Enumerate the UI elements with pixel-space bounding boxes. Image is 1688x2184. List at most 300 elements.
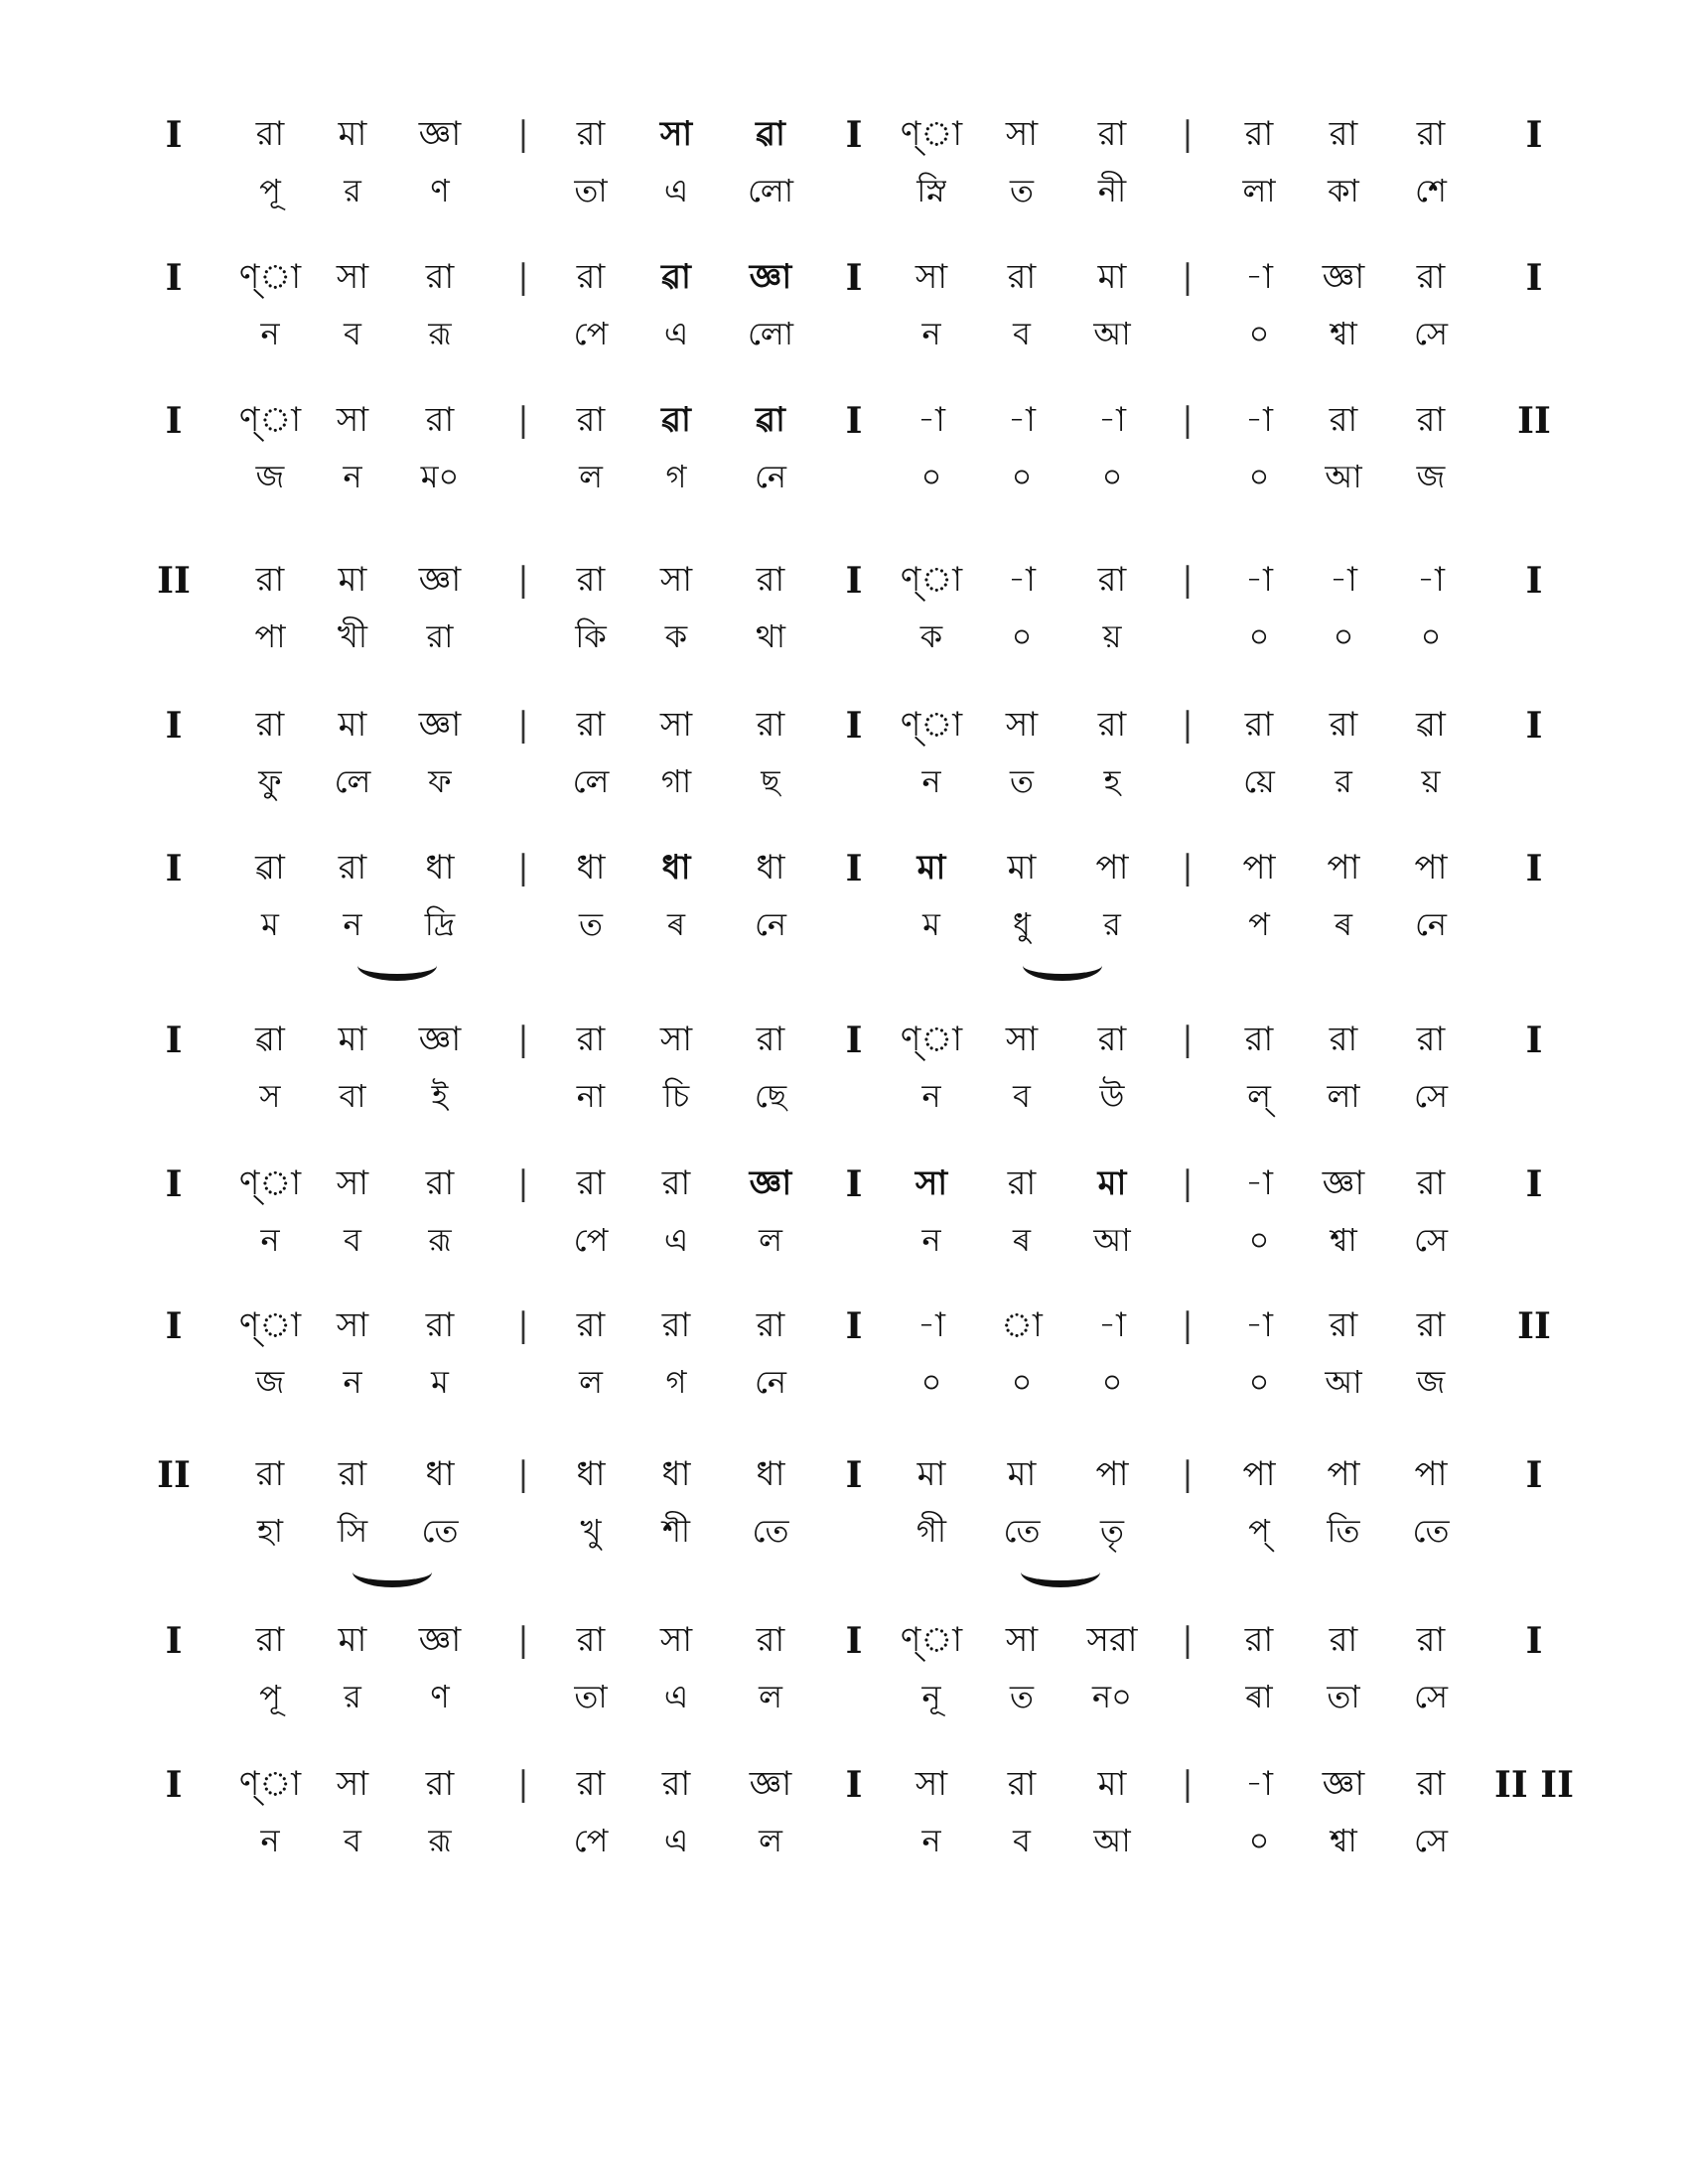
lyric-syllable: ৰা [1245,1678,1273,1715]
swara-note: ৱা [756,114,785,154]
swara-note: জ্ঞা [749,1764,792,1804]
lyric-syllable: পা [254,617,286,655]
lyric-syllable: জ [255,1363,285,1401]
section-barline: I [845,1620,863,1662]
lyric-syllable: ম০ [420,458,460,495]
swara-note: রা [1097,705,1127,745]
lyric-syllable: নূ [921,1678,941,1715]
lyric-syllable: র [1103,905,1121,943]
lyric-syllable: রূ [428,315,452,352]
section-barline: I [845,114,863,156]
section-barline: II II [1494,1764,1574,1806]
lyric-syllable: লা [1242,172,1276,209]
lyric-syllable: ন [260,315,280,352]
slur-mark [1023,950,1102,981]
swara-note: রা [1416,400,1446,440]
lyric-syllable: ব [344,315,361,352]
swara-note: রা [425,1305,455,1345]
lyric-syllable: জ [1416,1363,1446,1401]
lyric-syllable: ল [759,1221,782,1259]
beat-barline: | [1182,400,1194,440]
swara-note: রা [661,1305,691,1345]
lyric-syllable: তে [1003,1512,1041,1550]
lyric-syllable: ৰ [1334,905,1353,943]
swara-note: রা [576,1020,606,1059]
lyric-syllable: য়ে [1243,762,1275,800]
lyric-syllable: ত [1009,1678,1034,1715]
swara-note: রা [576,560,606,600]
section-barline: I [165,1764,183,1806]
section-barline: I [165,1163,183,1205]
lyric-syllable: লে [334,762,371,800]
swara-note: রা [1007,257,1037,297]
lyric-syllable: খী [337,617,368,655]
section-barline: I [165,705,183,747]
lyric-syllable: পে [573,315,609,352]
lyric-syllable: তি [1327,1512,1360,1550]
lyric-syllable: লা [1327,1077,1360,1115]
swara-note: মা [916,848,946,887]
swara-note: ণ্া [900,705,963,745]
section-barline: I [1525,1163,1543,1205]
lyric-syllable: প [1248,905,1270,943]
lyric-syllable: ধু [1013,905,1031,943]
swara-note: রা [1244,114,1274,154]
lyric-syllable: ফু [258,762,282,800]
lyric-syllable: ০ [1011,1363,1033,1401]
swara-note: সা [336,1163,369,1203]
swara-note: রা [576,705,606,745]
swara-note: রা [1244,1020,1274,1059]
lyric-syllable: ৰ [666,905,686,943]
notation-line [0,400,1688,532]
swara-note: রা [1329,114,1358,154]
swara-note: ধা [756,848,785,887]
lyric-syllable: ব [344,1221,361,1259]
section-barline: I [845,560,863,602]
lyric-syllable: সি [337,1512,368,1550]
swara-note: রা [1007,1163,1037,1203]
swara-note: সা [336,1764,369,1804]
lyric-syllable: গা [660,762,692,800]
swara-note: রা [1329,705,1358,745]
beat-barline: | [517,1620,529,1660]
section-barline: II [157,560,191,602]
swara-note: -া [1098,400,1126,440]
lyric-syllable: এ [663,1221,689,1259]
lyric-syllable: আ [1093,315,1131,352]
lyric-syllable: তে [421,1512,459,1550]
section-barline: I [845,1454,863,1496]
swara-note: রা [1416,1305,1446,1345]
lyric-syllable: পে [573,1822,609,1859]
lyric-syllable: ০ [1248,1363,1270,1401]
section-barline: I [1525,1020,1543,1061]
swara-note: পা [1414,848,1448,887]
swara-note: রা [1007,1764,1037,1804]
swara-note: রা [1416,1163,1446,1203]
swara-note: রা [1416,1620,1446,1660]
swara-note: মা [338,1020,367,1059]
beat-barline: | [517,560,529,600]
lyric-syllable: ন [921,315,941,352]
swara-note: রা [756,1020,785,1059]
swara-note: ৱা [255,1020,285,1059]
beat-barline: | [517,1020,529,1059]
lyric-syllable: ল [579,1363,603,1401]
lyric-syllable: শ্বা [1330,1822,1357,1859]
notation-line [0,848,1688,980]
lyric-syllable: জ [255,458,285,495]
swara-note: রা [756,1620,785,1660]
lyric-syllable: সে [1413,1822,1449,1859]
lyric-syllable: ফ [428,762,452,800]
beat-barline: | [517,114,529,154]
lyric-syllable: ন [921,762,941,800]
lyric-syllable: শী [661,1512,691,1550]
section-barline: II [157,1454,191,1496]
swara-note: জ্ঞা [418,560,462,600]
lyric-syllable: আ [1325,458,1362,495]
lyric-syllable: পে [573,1221,609,1259]
lyric-syllable: লো [747,315,794,352]
section-barline: I [1525,114,1543,156]
section-barline: II [1517,1305,1551,1347]
swara-note: -া [917,1305,945,1345]
swara-note: জ্ঞা [418,114,462,154]
swara-note: সা [1005,1620,1039,1660]
lyric-syllable: দ্রি [424,905,456,943]
swara-note: রা [576,114,606,154]
section-barline: I [165,1620,183,1662]
lyric-syllable: ন [921,1077,941,1115]
section-barline: I [1525,848,1543,889]
lyric-syllable: তা [574,1678,608,1715]
swara-note: রা [1097,1020,1127,1059]
lyric-syllable: র [344,1678,361,1715]
lyric-syllable: ব [344,1822,361,1859]
section-barline: I [1525,1454,1543,1496]
lyric-syllable: ০ [1101,458,1123,495]
swara-note: পা [1095,1454,1129,1494]
lyric-syllable: ন [260,1822,280,1859]
lyric-syllable: রূ [428,1822,452,1859]
swara-note: -া [1245,1764,1273,1804]
swara-note: ধা [661,848,691,887]
swara-note: সা [659,560,693,600]
swara-note: -া [1417,560,1445,600]
beat-barline: | [1182,1454,1194,1494]
beat-barline: | [1182,705,1194,745]
swara-note: -া [1245,560,1273,600]
lyric-syllable: স [259,1077,281,1115]
lyric-syllable: এ [663,1678,689,1715]
swara-note: ণ্া [238,400,302,440]
swara-note: সা [336,257,369,297]
lyric-syllable: ০ [920,1363,942,1401]
lyric-syllable: উ [1099,1077,1125,1115]
notation-line [0,1454,1688,1586]
swara-note: জ্ঞা [749,1163,792,1203]
swara-note: ৱা [255,848,285,887]
swara-note: সা [336,1305,369,1345]
beat-barline: | [1182,848,1194,887]
lyric-syllable: ল [579,458,603,495]
swara-note: রা [1329,400,1358,440]
lyric-syllable: আ [1325,1363,1362,1401]
lyric-syllable: ০ [920,458,942,495]
lyric-syllable: ব [1013,1822,1031,1859]
swara-note: সা [659,705,693,745]
swara-note: রা [756,1305,785,1345]
swara-note: জ্ঞা [418,705,462,745]
swara-note: মা [1097,1764,1127,1804]
lyric-syllable: ন [260,1221,280,1259]
lyric-syllable: ত [1009,172,1034,209]
lyric-syllable: ল [759,1822,782,1859]
beat-barline: | [517,1305,529,1345]
swara-note: পা [1327,848,1360,887]
swara-note: রা [1244,1620,1274,1660]
lyric-syllable: ম [431,1363,449,1401]
lyric-syllable: ম [261,905,279,943]
swara-note: -া [1245,1163,1273,1203]
swara-note: রা [338,1454,367,1494]
lyric-syllable: ০ [1248,315,1270,352]
swara-note: -া [1330,560,1357,600]
lyric-syllable: ৰ [1012,1221,1032,1259]
lyric-syllable: তা [1327,1678,1360,1715]
swara-note: -া [917,400,945,440]
section-barline: I [1525,705,1543,747]
lyric-syllable: নী [1097,172,1127,209]
lyric-syllable: য় [1102,617,1122,655]
section-barline: I [1525,257,1543,299]
beat-barline: | [517,1163,529,1203]
swara-note: সা [914,1163,948,1203]
beat-barline: | [1182,1305,1194,1345]
lyric-syllable: খু [580,1512,602,1550]
lyric-syllable: রূ [428,1221,452,1259]
lyric-syllable: ০ [1101,1363,1123,1401]
lyric-syllable: নে [1414,905,1448,943]
lyric-syllable: ০ [1248,1221,1270,1259]
swara-note: জ্ঞা [418,1020,462,1059]
swara-note: জ্ঞা [1322,257,1365,297]
swara-note: ধা [425,848,455,887]
lyric-syllable: ল্ [1247,1077,1271,1115]
lyric-syllable: প্ [1248,1512,1270,1550]
swara-note: রা [576,257,606,297]
section-barline: I [845,1305,863,1347]
lyric-syllable: লে [572,762,610,800]
lyric-syllable: ব [1013,315,1031,352]
lyric-syllable: ০ [1420,617,1442,655]
lyric-syllable: হ [1103,762,1121,800]
lyric-syllable: র [1335,762,1352,800]
lyric-syllable: র [344,172,361,209]
section-barline: I [165,1020,183,1061]
lyric-syllable: তে [1412,1512,1450,1550]
swara-note: ৱা [1416,705,1446,745]
swara-note: মা [338,114,367,154]
swara-note: রা [1416,1764,1446,1804]
swara-note: ধা [756,1454,785,1494]
swara-note: -া [1098,1305,1126,1345]
beat-barline: | [1182,1163,1194,1203]
swara-note: ণ্া [238,1764,302,1804]
lyric-syllable: ০ [1248,1822,1270,1859]
lyric-syllable: চি [662,1077,690,1115]
lyric-syllable: কা [1328,172,1359,209]
lyric-syllable: পূ [259,1678,281,1715]
section-barline: I [1525,560,1543,602]
beat-barline: | [517,257,529,297]
lyric-syllable: তে [752,1512,789,1550]
lyric-syllable: ০ [1011,617,1033,655]
notation-line [0,1305,1688,1437]
lyric-syllable: ০ [1248,617,1270,655]
lyric-syllable: ই [431,1077,449,1115]
swara-note: সা [659,1020,693,1059]
section-barline: I [165,114,183,156]
notation-line [0,1020,1688,1152]
beat-barline: | [517,1454,529,1494]
lyric-syllable: ত [578,905,603,943]
lyric-syllable: শ্বা [1330,1221,1357,1259]
section-barline: I [845,1020,863,1061]
lyric-syllable: ব [1013,1077,1031,1115]
section-barline: I [1525,1620,1543,1662]
swara-note: রা [1244,705,1274,745]
notation-line [0,1764,1688,1896]
lyric-syllable: সে [1413,1077,1449,1115]
swara-note: পা [1242,848,1276,887]
swara-note: পা [1327,1454,1360,1494]
lyric-syllable: ০ [1011,458,1033,495]
section-barline: I [845,400,863,442]
lyric-syllable: তৃ [1099,1512,1124,1550]
swara-note: রা [661,1163,691,1203]
swara-note: ৱা [756,400,785,440]
swara-note: সা [914,1764,948,1804]
swara-note: ধা [576,1454,606,1494]
swara-note: রা [1416,257,1446,297]
swara-note: জ্ঞা [1322,1163,1365,1203]
swara-note: রা [1329,1020,1358,1059]
lyric-syllable: ০ [1248,458,1270,495]
swara-note: রা [1097,560,1127,600]
swara-note: সরা [1086,1620,1138,1660]
swara-note: ণ্া [238,1163,302,1203]
beat-barline: | [1182,560,1194,600]
lyric-syllable: জ [1416,458,1446,495]
beat-barline: | [517,705,529,745]
swara-note: রা [576,1764,606,1804]
swara-note: ণ্া [900,1020,963,1059]
beat-barline: | [1182,114,1194,154]
lyric-syllable: ছে [754,1077,787,1115]
lyric-syllable: তা [574,172,608,209]
swara-note: মা [338,1620,367,1660]
swara-note: রা [255,1620,285,1660]
lyric-syllable: থা [755,617,785,655]
swara-note: সা [336,400,369,440]
swara-note: ণ্া [900,1620,963,1660]
lyric-syllable: এ [663,172,689,209]
swara-note: রা [255,114,285,154]
swara-note: রা [425,1163,455,1203]
lyric-syllable: ক [919,617,943,655]
swara-note: রা [1329,1305,1358,1345]
beat-barline: | [1182,1764,1194,1804]
swara-note: রা [255,705,285,745]
section-barline: II [1517,400,1551,442]
swara-note: জ্ঞা [418,1620,462,1660]
notation-line [0,705,1688,837]
section-barline: I [845,1764,863,1806]
swara-note: মা [1007,848,1037,887]
section-barline: I [845,257,863,299]
swara-note: রা [576,400,606,440]
lyric-syllable: বা [339,1077,366,1115]
swara-note: ধা [576,848,606,887]
swara-note: মা [1097,257,1127,297]
lyric-syllable: ন০ [1092,1678,1132,1715]
swara-note: জ্ঞা [749,257,792,297]
swara-note: রা [1416,1020,1446,1059]
lyric-syllable: গী [915,1512,947,1550]
swara-note: ণ্া [900,560,963,600]
swara-note: মা [338,560,367,600]
swara-note: রা [338,848,367,887]
section-barline: I [165,400,183,442]
swara-note: রা [1097,114,1127,154]
lyric-syllable: ০ [1333,617,1354,655]
swara-note: রা [425,400,455,440]
lyric-syllable: শে [1415,172,1447,209]
notation-line [0,257,1688,389]
lyric-syllable: আ [1093,1221,1131,1259]
swara-note: মা [338,705,367,745]
swara-note: পা [1095,848,1129,887]
section-barline: I [845,705,863,747]
beat-barline: | [1182,1620,1194,1660]
section-barline: I [845,848,863,889]
lyric-syllable: এ [663,1822,689,1859]
swara-note: মা [1097,1163,1127,1203]
lyric-syllable: ন [343,458,362,495]
swara-note: -া [1008,400,1036,440]
lyric-syllable: সে [1413,1678,1449,1715]
swara-note: জ্ঞা [1322,1764,1365,1804]
beat-barline: | [517,1764,529,1804]
swara-note: সা [1005,114,1039,154]
slur-mark [352,1557,432,1587]
swara-note: ধা [661,1454,691,1494]
swara-note: মা [916,1454,946,1494]
lyric-syllable: গ [665,1363,687,1401]
lyric-syllable: নে [754,458,787,495]
lyric-syllable: গ [665,458,687,495]
lyric-syllable: ন [343,1363,362,1401]
lyric-syllable: সে [1413,315,1449,352]
beat-barline: | [517,848,529,887]
notation-line [0,114,1688,246]
swara-note: সা [914,257,948,297]
swara-note: পা [1242,1454,1276,1494]
lyric-syllable: ল [759,1678,782,1715]
